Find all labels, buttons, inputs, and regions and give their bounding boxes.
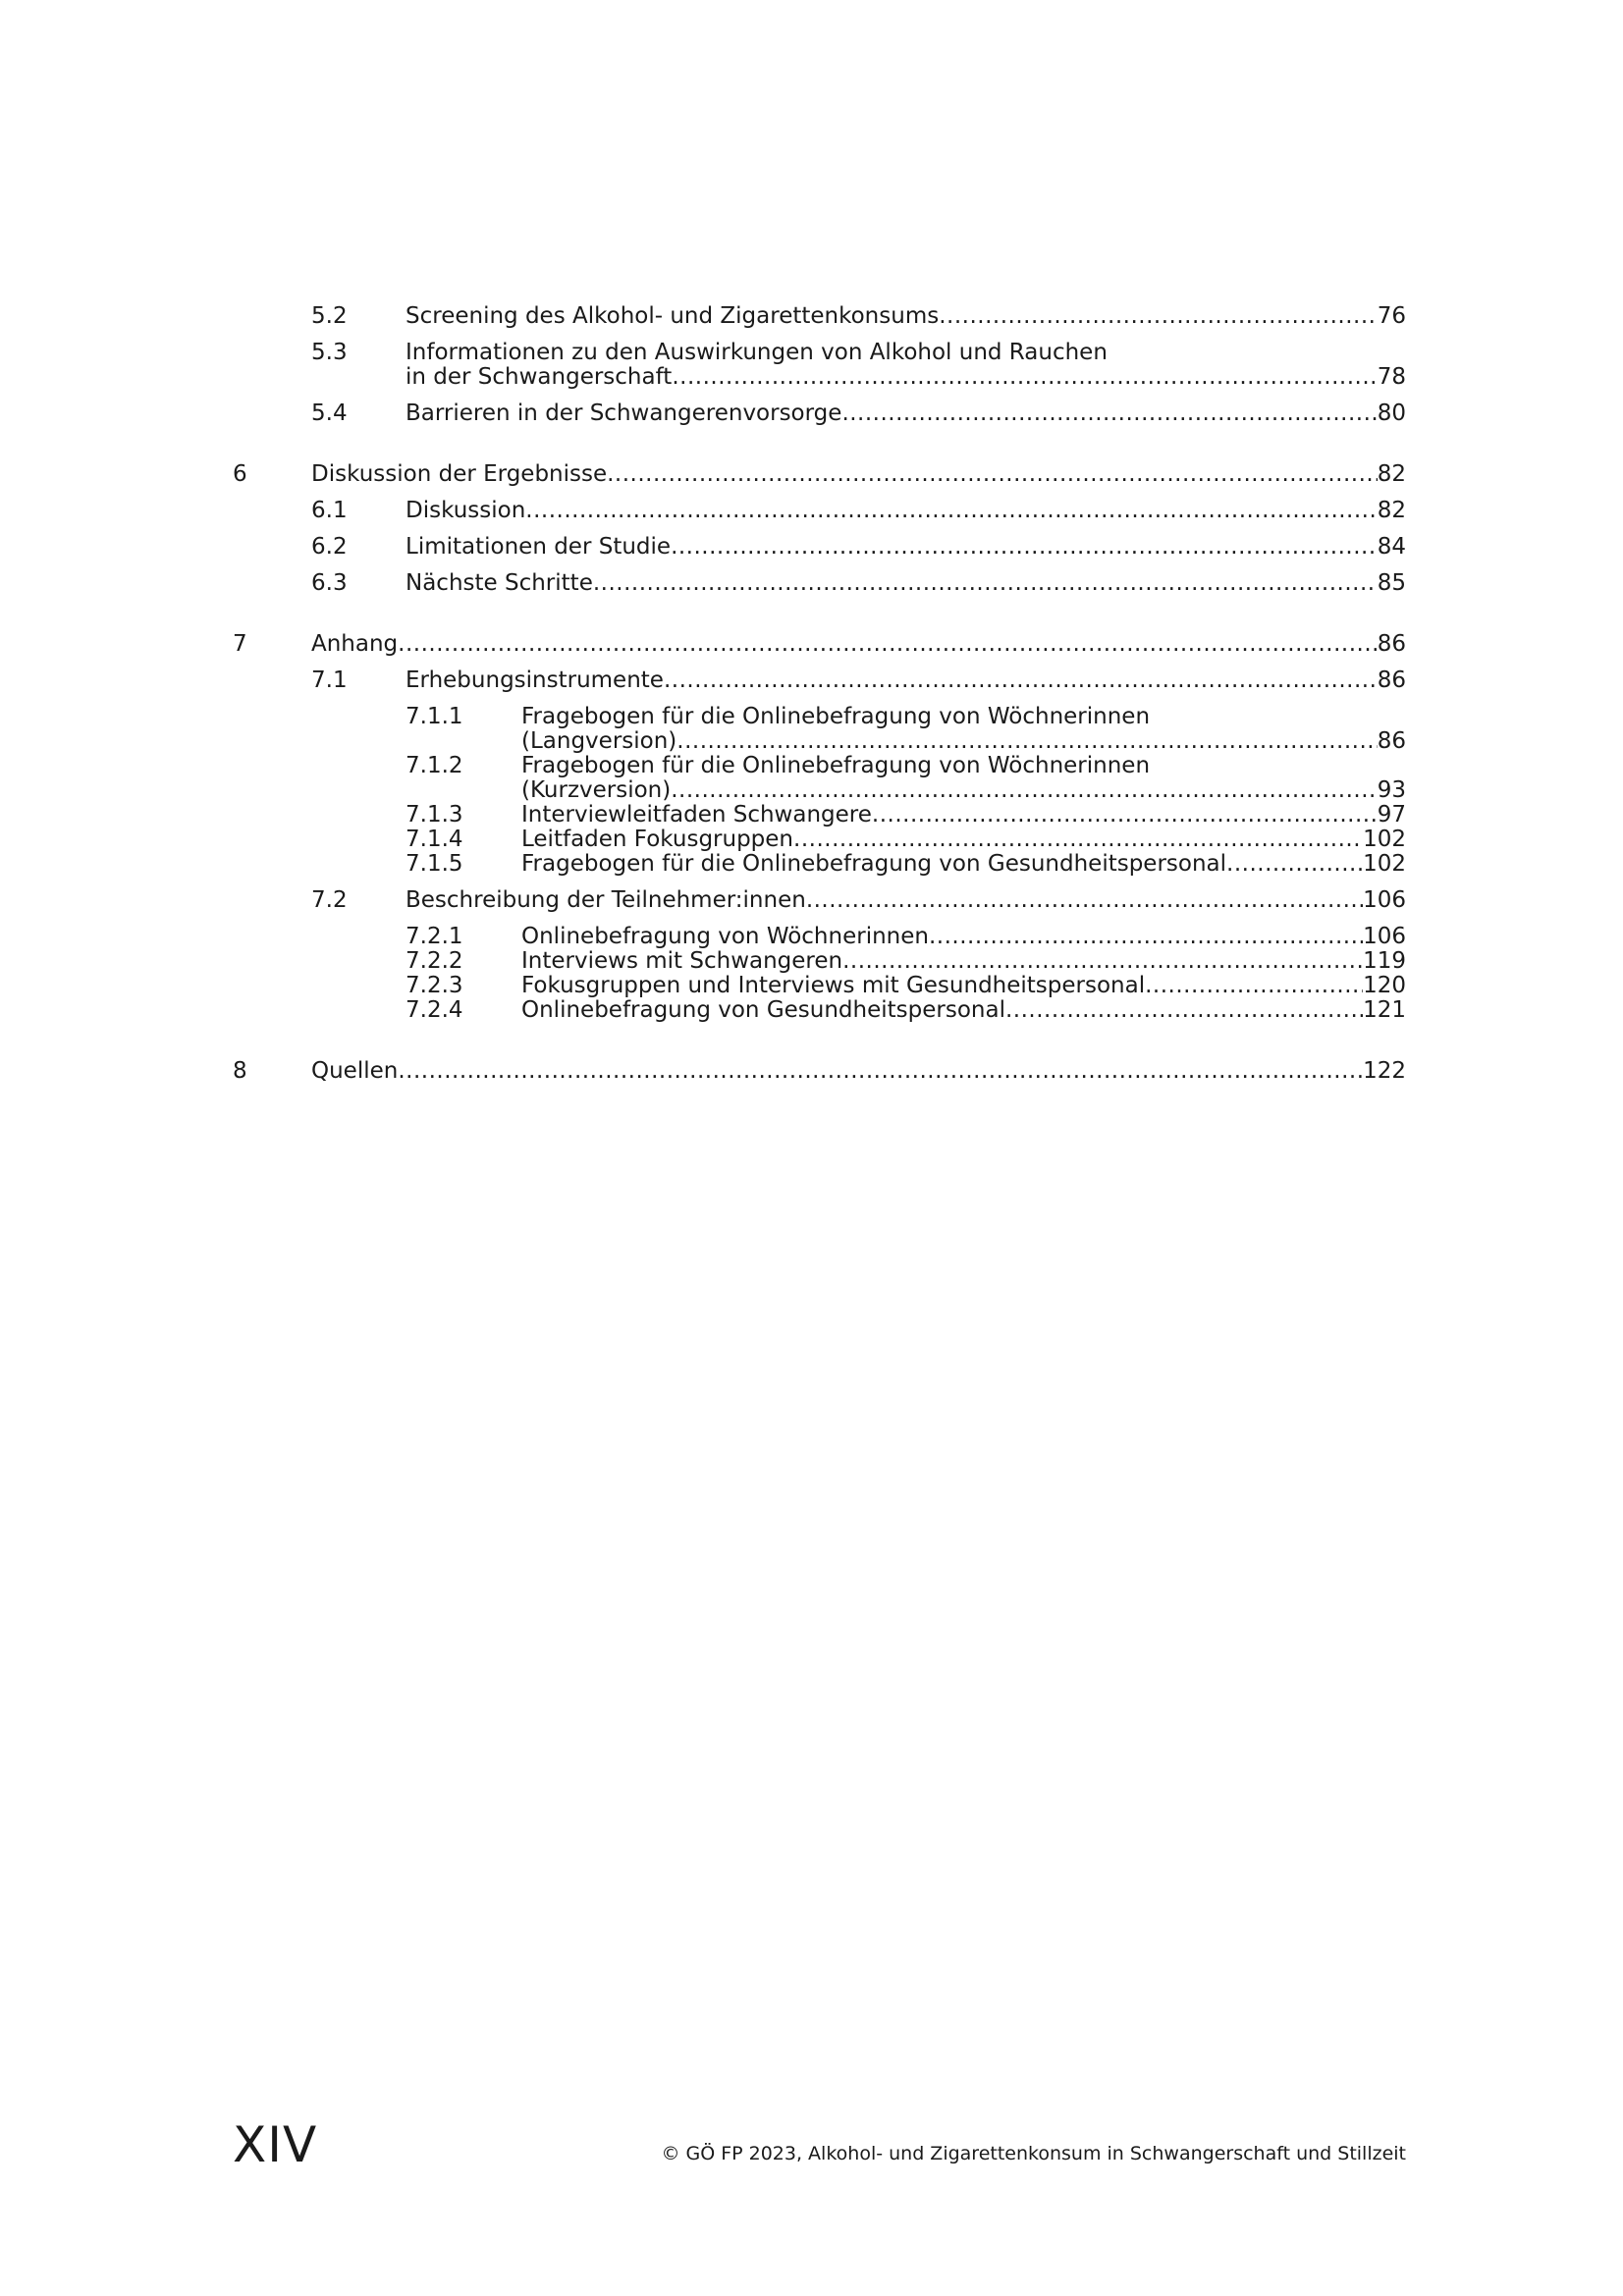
dot-leader (872, 803, 1378, 828)
toc-number: 7 (233, 631, 247, 657)
toc-title-cont: in der Schwangerschaft (406, 364, 673, 390)
dot-leader (939, 304, 1378, 329)
toc-title: Quellen (311, 1058, 399, 1084)
toc-number: 8 (233, 1058, 247, 1084)
toc-page: 76 (1377, 303, 1406, 329)
dot-leader (1005, 998, 1363, 1023)
toc-title: Informationen zu den Auswirkungen von Alkohol und Rauchen (406, 340, 1108, 365)
toc-number: 7.1.2 (406, 753, 463, 778)
toc-title: Diskussion der Ergebnisse (311, 461, 608, 487)
page-number: XIV (233, 2116, 318, 2173)
toc-title: Limitationen der Studie (406, 534, 672, 560)
toc-number: 7.1.1 (406, 704, 463, 729)
toc-title: Onlinebefragung von Gesundheitspersonal (521, 997, 1005, 1023)
toc-page: 121 (1363, 997, 1406, 1023)
toc-entry[interactable] (311, 888, 1406, 913)
toc-entry[interactable] (233, 632, 1406, 657)
toc-page: 102 (1363, 851, 1406, 877)
toc-entry[interactable] (406, 925, 1406, 949)
toc-title: Interviewleitfaden Schwangere (521, 802, 872, 828)
toc-entry[interactable] (406, 949, 1406, 974)
toc-page: 106 (1363, 924, 1406, 949)
toc-page: 78 (1377, 364, 1406, 390)
toc-title: Nächste Schritte (406, 570, 593, 596)
toc-entry[interactable] (311, 341, 1406, 390)
toc-number: 7.2.1 (406, 924, 463, 949)
toc-title: Fragebogen für die Onlinebefragung von Gesundheitspersonal (521, 851, 1227, 877)
dot-leader (929, 925, 1363, 949)
toc-title: Fokusgruppen und Interviews mit Gesundheitspersonal (521, 973, 1146, 998)
toc-title: Anhang (311, 631, 399, 657)
toc-number: 5.2 (311, 303, 348, 329)
toc-number: 6.2 (311, 534, 348, 560)
page-footer (233, 2110, 1406, 2173)
toc-page: 82 (1377, 461, 1406, 487)
dot-leader (593, 571, 1378, 596)
toc-number: 5.3 (311, 340, 348, 365)
toc-title: Barrieren in der Schwangerenvorsorge (406, 400, 842, 426)
toc-page: 86 (1377, 631, 1406, 657)
toc-page: 97 (1377, 802, 1406, 828)
toc-page: 120 (1363, 973, 1406, 998)
toc-number: 5.4 (311, 400, 348, 426)
toc-title: Diskussion (406, 498, 526, 523)
dot-leader (1145, 974, 1363, 998)
toc-entry[interactable] (311, 571, 1406, 596)
toc-page: 119 (1363, 948, 1406, 974)
toc-title: Interviews mit Schwangeren (521, 948, 843, 974)
toc-title-cont: (Kurzversion) (521, 777, 672, 803)
dot-leader (398, 632, 1378, 657)
copyright-notice: © GÖ FP 2023, Alkohol- und Zigarettenkonsum in Schwangerschaft und Stillzeit (661, 2143, 1406, 2164)
toc-title: Screening des Alkohol- und Zigarettenkonsums (406, 303, 940, 329)
toc-entry[interactable] (406, 705, 1406, 754)
dot-leader (842, 949, 1363, 974)
toc-title: Leitfaden Fokusgruppen (521, 827, 794, 852)
toc-number: 7.2.4 (406, 997, 463, 1023)
toc-entry[interactable] (311, 304, 1406, 329)
dot-leader (664, 668, 1378, 693)
toc-page: 86 (1377, 728, 1406, 754)
toc-entry[interactable] (233, 1059, 1406, 1084)
toc-number: 7.2 (311, 887, 348, 913)
toc-entry[interactable] (406, 803, 1406, 828)
dot-leader (525, 499, 1377, 523)
toc-entry[interactable] (311, 401, 1406, 426)
dot-leader (398, 1059, 1363, 1084)
toc-page: 102 (1363, 827, 1406, 852)
toc-entry[interactable] (406, 754, 1406, 803)
toc-page: 106 (1363, 887, 1406, 913)
toc-title: Onlinebefragung von Wöchnerinnen (521, 924, 929, 949)
toc-number: 6.1 (311, 498, 348, 523)
toc-number: 7.2.2 (406, 948, 463, 974)
dot-leader (676, 729, 1377, 754)
toc-entry[interactable] (406, 852, 1406, 877)
toc-number: 7.1.4 (406, 827, 463, 852)
toc-number: 6 (233, 461, 247, 487)
dot-leader (671, 778, 1377, 803)
toc-entry[interactable] (311, 499, 1406, 523)
toc-page: 85 (1377, 570, 1406, 596)
toc-number: 7.1 (311, 667, 348, 693)
toc-number: 6.3 (311, 570, 348, 596)
toc-entry[interactable] (406, 974, 1406, 998)
toc-entry[interactable] (406, 998, 1406, 1023)
toc-entry[interactable] (311, 535, 1406, 560)
toc-title: Erhebungsinstrumente (406, 667, 664, 693)
toc-title: Fragebogen für die Onlinebefragung von Wöchnerinnen (521, 704, 1151, 729)
toc-entry[interactable] (406, 828, 1406, 852)
toc-page: 93 (1377, 777, 1406, 803)
toc-number: 7.2.3 (406, 973, 463, 998)
toc-page: 122 (1363, 1058, 1406, 1084)
toc-number: 7.1.3 (406, 802, 463, 828)
dot-leader (1226, 852, 1363, 877)
dot-leader (806, 888, 1363, 913)
toc-title: Beschreibung der Teilnehmer:innen (406, 887, 806, 913)
table-of-contents (233, 304, 1406, 1084)
dot-leader (607, 462, 1378, 487)
toc-title: Fragebogen für die Onlinebefragung von Wöchnerinnen (521, 753, 1151, 778)
toc-number: 7.1.5 (406, 851, 463, 877)
toc-title-cont: (Langversion) (521, 728, 677, 754)
toc-page: 82 (1377, 498, 1406, 523)
dot-leader (841, 401, 1377, 426)
dot-leader (793, 828, 1363, 852)
dot-leader (671, 535, 1378, 560)
toc-page: 80 (1377, 400, 1406, 426)
dot-leader (672, 365, 1377, 390)
toc-entry[interactable] (311, 668, 1406, 693)
toc-entry[interactable] (233, 462, 1406, 487)
toc-page: 84 (1377, 534, 1406, 560)
toc-page: 86 (1377, 667, 1406, 693)
